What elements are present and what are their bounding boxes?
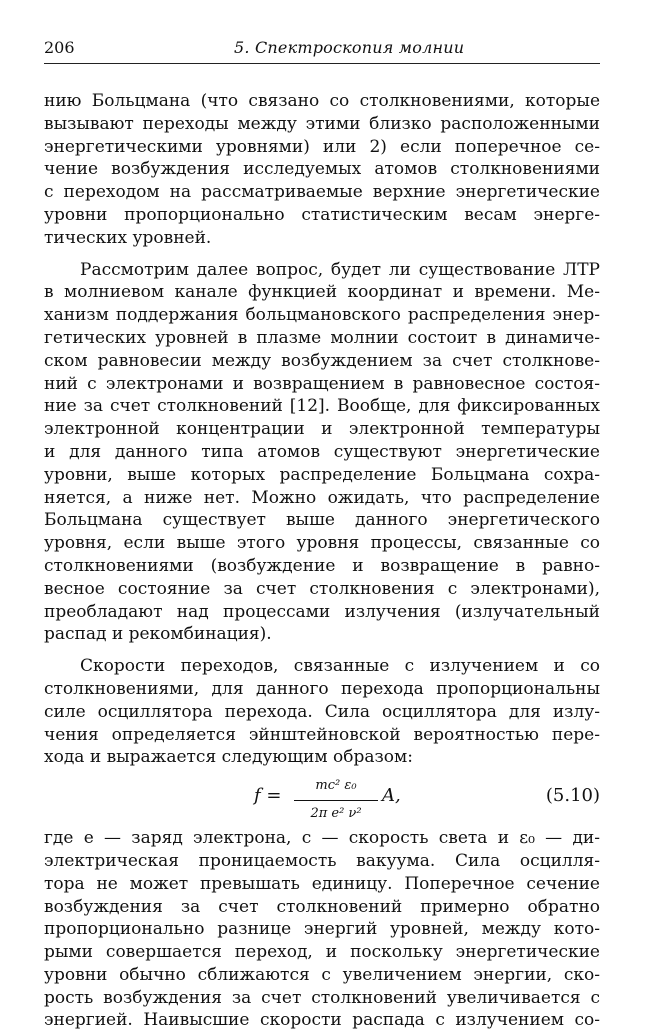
text-line: нию Больцмана (что связано со столкновениями, которые [44,91,600,111]
text-line: уровни обычно сближаются с увеличением энергии, ско- [44,964,600,985]
text-line: уровни пропорционально статистическим весам энерге- [44,204,600,225]
text-line: ханизм поддержания больцмановского распределения энер- [44,305,600,326]
equation-rhs: A, [382,785,401,807]
page-body [44,90,600,1032]
text-line: столкновениями (возбуждение и возвращение в равно- [44,555,600,576]
text-line: электрическая проницаемость вакуума. Сила осцилля- [44,850,600,871]
text-line: энергией. Наивысшие скорости распада с излучением со- [44,1010,600,1031]
text-line: Скорости переходов, связанные с излучением и со [80,656,600,677]
paragraph-1 [44,90,600,250]
text-line: возбуждения за счет столкновений примерно обратно [44,896,600,917]
text-line: столкновениями, для данного перехода пропорциональны [44,678,600,699]
text-line: и для данного типа атомов существуют энергетические [44,441,600,462]
text-line: Рассмотрим далее вопрос, будет ли существование ЛТР [80,259,600,280]
text-line: тора не может превышать единицу. Поперечное сечение [44,873,600,894]
text-line: в молниевом канале функцией координат и времени. Ме- [44,282,600,303]
equation-5-10 [44,775,600,819]
text-line: распад и рекомбинация). [44,624,272,645]
header-rule [44,63,600,64]
text-line: ском равновесии между возбуждением за счет столкнове- [44,350,600,371]
text-line: пропорционально разнице энергий уровней, между кото- [44,919,600,940]
fraction-denominator: 2π e² ν² [310,805,362,821]
paragraph-4 [44,827,600,1032]
text-line: ние за счет столкновений [12]. Вообще, для фиксированных [44,396,600,417]
text-line: Больцмана существует выше данного энергетического [44,510,600,531]
paragraph-2 [44,259,600,647]
paragraph-3 [44,655,600,769]
text-line: тических уровней. [44,227,212,248]
page-header [44,38,600,62]
text-line: чения определяется эйнштейновской вероятностью пере- [44,724,600,745]
text-line: преобладают над процессами излучения (излучательный [44,601,600,622]
text-line: няется, а ниже нет. Можно ожидать, что распределение [44,487,600,508]
equation-lhs: f = [254,785,282,807]
page-number: 206 [44,38,75,57]
text-line: хода и выражается следующим образом: [44,747,413,768]
text-line: весное состояние за счет столкновения с электронами), [44,578,600,599]
text-line: уровни, выше которых распределение Больцмана сохра- [44,464,600,485]
equation-number: (5.10) [545,785,600,807]
text-line: рость возбуждения за счет столкновений увеличивается с [44,987,600,1008]
text-line: энергетическими уровнями) или 2) если поперечное се- [44,136,600,157]
text-line: электронной концентрации и электронной температуры [44,419,600,440]
running-head: 5. Спектроскопия молнии [234,38,465,57]
fraction-numerator: mc² ε₀ [294,775,378,801]
text-line: гетических уровней в плазме молнии состоит в динамиче- [44,327,600,348]
text-line: вызывают переходы между этими близко расположенными [44,113,600,134]
text-line: рыми совершается переход, и поскольку энергетические [44,942,600,963]
text-line: чение возбуждения исследуемых атомов столкновениями [44,159,600,180]
text-line: с переходом на рассматриваемые верхние энергетические [44,182,600,203]
text-line: ний с электронами и возвращением в равновесное состоя- [44,373,600,394]
text-line: где e — заряд электрона, c — скорость света и ε₀ — ди- [44,828,600,849]
equation-fraction [294,775,378,826]
text-line: уровня, если выше этого уровня процессы, связанные со [44,533,600,554]
text-line: силе осциллятора перехода. Сила осциллятора для излу- [44,701,600,722]
